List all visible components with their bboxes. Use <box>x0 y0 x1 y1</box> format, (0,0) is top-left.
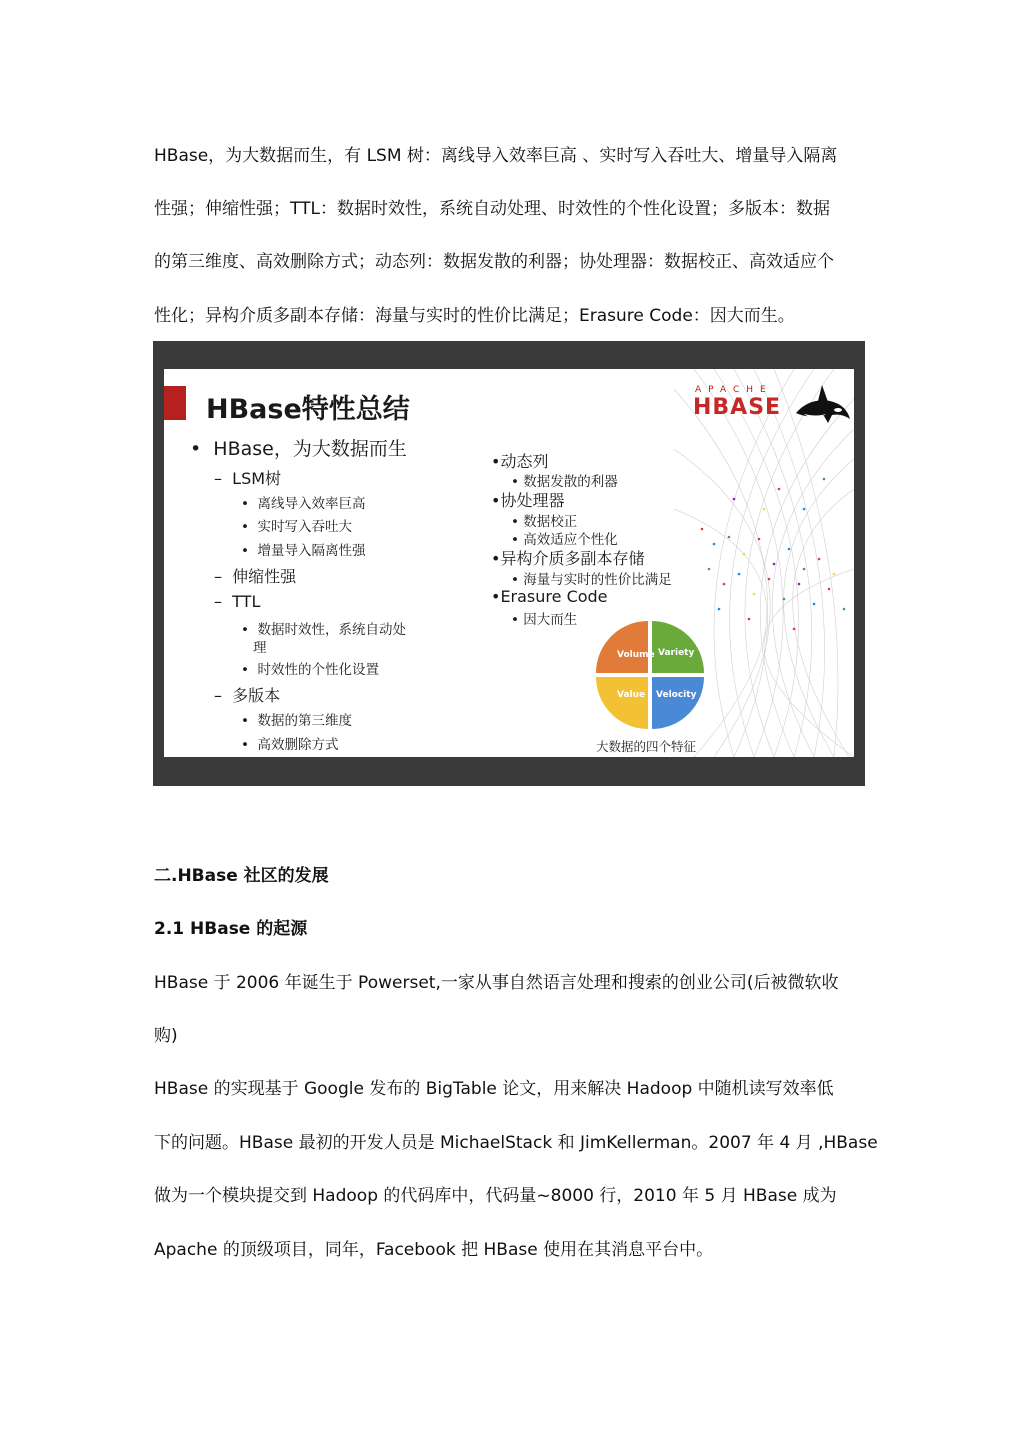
big-data-4v-pie <box>594 619 706 731</box>
intro-line-3: 的第三维度、高效删除方式；动态列：数据发散的利器；协处理器：数据校正、高效适应个 <box>154 252 834 272</box>
slide-item-lsm-c: • 增量导入隔离性强 <box>241 543 366 559</box>
slide-item-multi-b: • 高效删除方式 <box>241 737 339 753</box>
slide-title-accent <box>164 386 186 420</box>
pie-label-velocity: Velocity <box>656 690 697 700</box>
slide-item-hetero-a: • 海量与实时的性价比满足 <box>511 572 672 588</box>
slide-item-scale: – 伸缩性强 <box>214 567 297 586</box>
slide-item-ec-a: • 因大而生 <box>511 612 578 628</box>
intro-line-1: HBase，为大数据而生，有 LSM 树：离线导入效率巨高 、实时写入吞吐大、增量导入隔离 <box>154 146 838 166</box>
logo-apache-text: APACHE <box>695 385 773 395</box>
slide-item-hetero: •异构介质多副本存储 <box>491 549 645 568</box>
pie-label-volume: Volume <box>617 650 655 660</box>
orca-icon <box>792 383 852 427</box>
logo-hbase-text: HBASE <box>693 395 782 420</box>
slide-item-ttl-a: • 数据时效性，系统自动处 <box>241 622 407 638</box>
slide-item-multi-a: • 数据的第三维度 <box>241 713 353 729</box>
slide-item-multi: – 多版本 <box>214 686 281 705</box>
slide-item-lsm: – LSM树 <box>214 469 282 488</box>
slide-title: HBase特性总结 <box>206 394 410 425</box>
para2-line-4: Apache 的顶级项目，同年，Facebook 把 HBase 使用在其消息平台中。 <box>154 1240 714 1260</box>
sub-heading: 2.1 HBase 的起源 <box>154 919 308 939</box>
intro-line-2: 性强；伸缩性强；TTL：数据时效性，系统自动处理、时效性的个性化设置；多版本：数据 <box>154 199 830 219</box>
para2-line-2: 下的问题。HBase 最初的开发人员是 MichaelStack 和 JimKellerman。2007 年 4 月 ,HBase <box>154 1133 878 1153</box>
slide-item-cop: •协处理器 <box>491 491 565 510</box>
slide-item-lsm-a: • 离线导入效率巨高 <box>241 496 366 512</box>
section-heading: 二.HBase 社区的发展 <box>154 866 329 886</box>
slide-item-dyn-a: • 数据发散的利器 <box>511 474 618 490</box>
para1-line-1: HBase 于 2006 年诞生于 Powerset,一家从事自然语言处理和搜索的创业公司(后被微软收 <box>154 973 839 993</box>
pie-caption: 大数据的四个特征 <box>596 739 697 754</box>
slide-item-ttl-a-cont: 理 <box>253 640 267 656</box>
slide-item-dyn: •动态列 <box>491 452 549 471</box>
pie-slice-velocity <box>652 677 704 729</box>
slide-item-cop-b: • 高效适应个性化 <box>511 532 618 548</box>
para1-line-2: 购) <box>154 1026 178 1046</box>
slide-item-ec: •Erasure Code <box>491 587 608 606</box>
slide-item-lsm-b: • 实时写入吞吐大 <box>241 519 353 535</box>
pie-label-variety: Variety <box>658 648 695 658</box>
pie-label-value: Value <box>617 690 646 700</box>
pie-slice-variety <box>652 621 704 673</box>
slide-item-ttl-b: • 时效性的个性化设置 <box>241 662 380 678</box>
slide-item-hbase: • HBase，为大数据而生 <box>190 438 407 460</box>
intro-line-4: 性化；异构介质多副本存储：海量与实时的性价比满足；Erasure Code：因大而生。 <box>154 306 795 326</box>
pie-slice-volume <box>596 621 648 673</box>
slide-item-ttl: – TTL <box>214 592 261 611</box>
para2-line-3: 做为一个模块提交到 Hadoop 的代码库中，代码量~8000 行，2010 年 5 月 HBase 成为 <box>154 1186 837 1206</box>
pie-slice-value <box>596 677 648 729</box>
slide-canvas <box>164 369 854 757</box>
slide-item-cop-a: • 数据校正 <box>511 514 578 530</box>
apache-hbase-logo <box>692 383 852 427</box>
para2-line-1: HBase 的实现基于 Google 发布的 BigTable 论文，用来解决 Hadoop 中随机读写效率低 <box>154 1079 834 1099</box>
slide-image <box>153 341 865 786</box>
